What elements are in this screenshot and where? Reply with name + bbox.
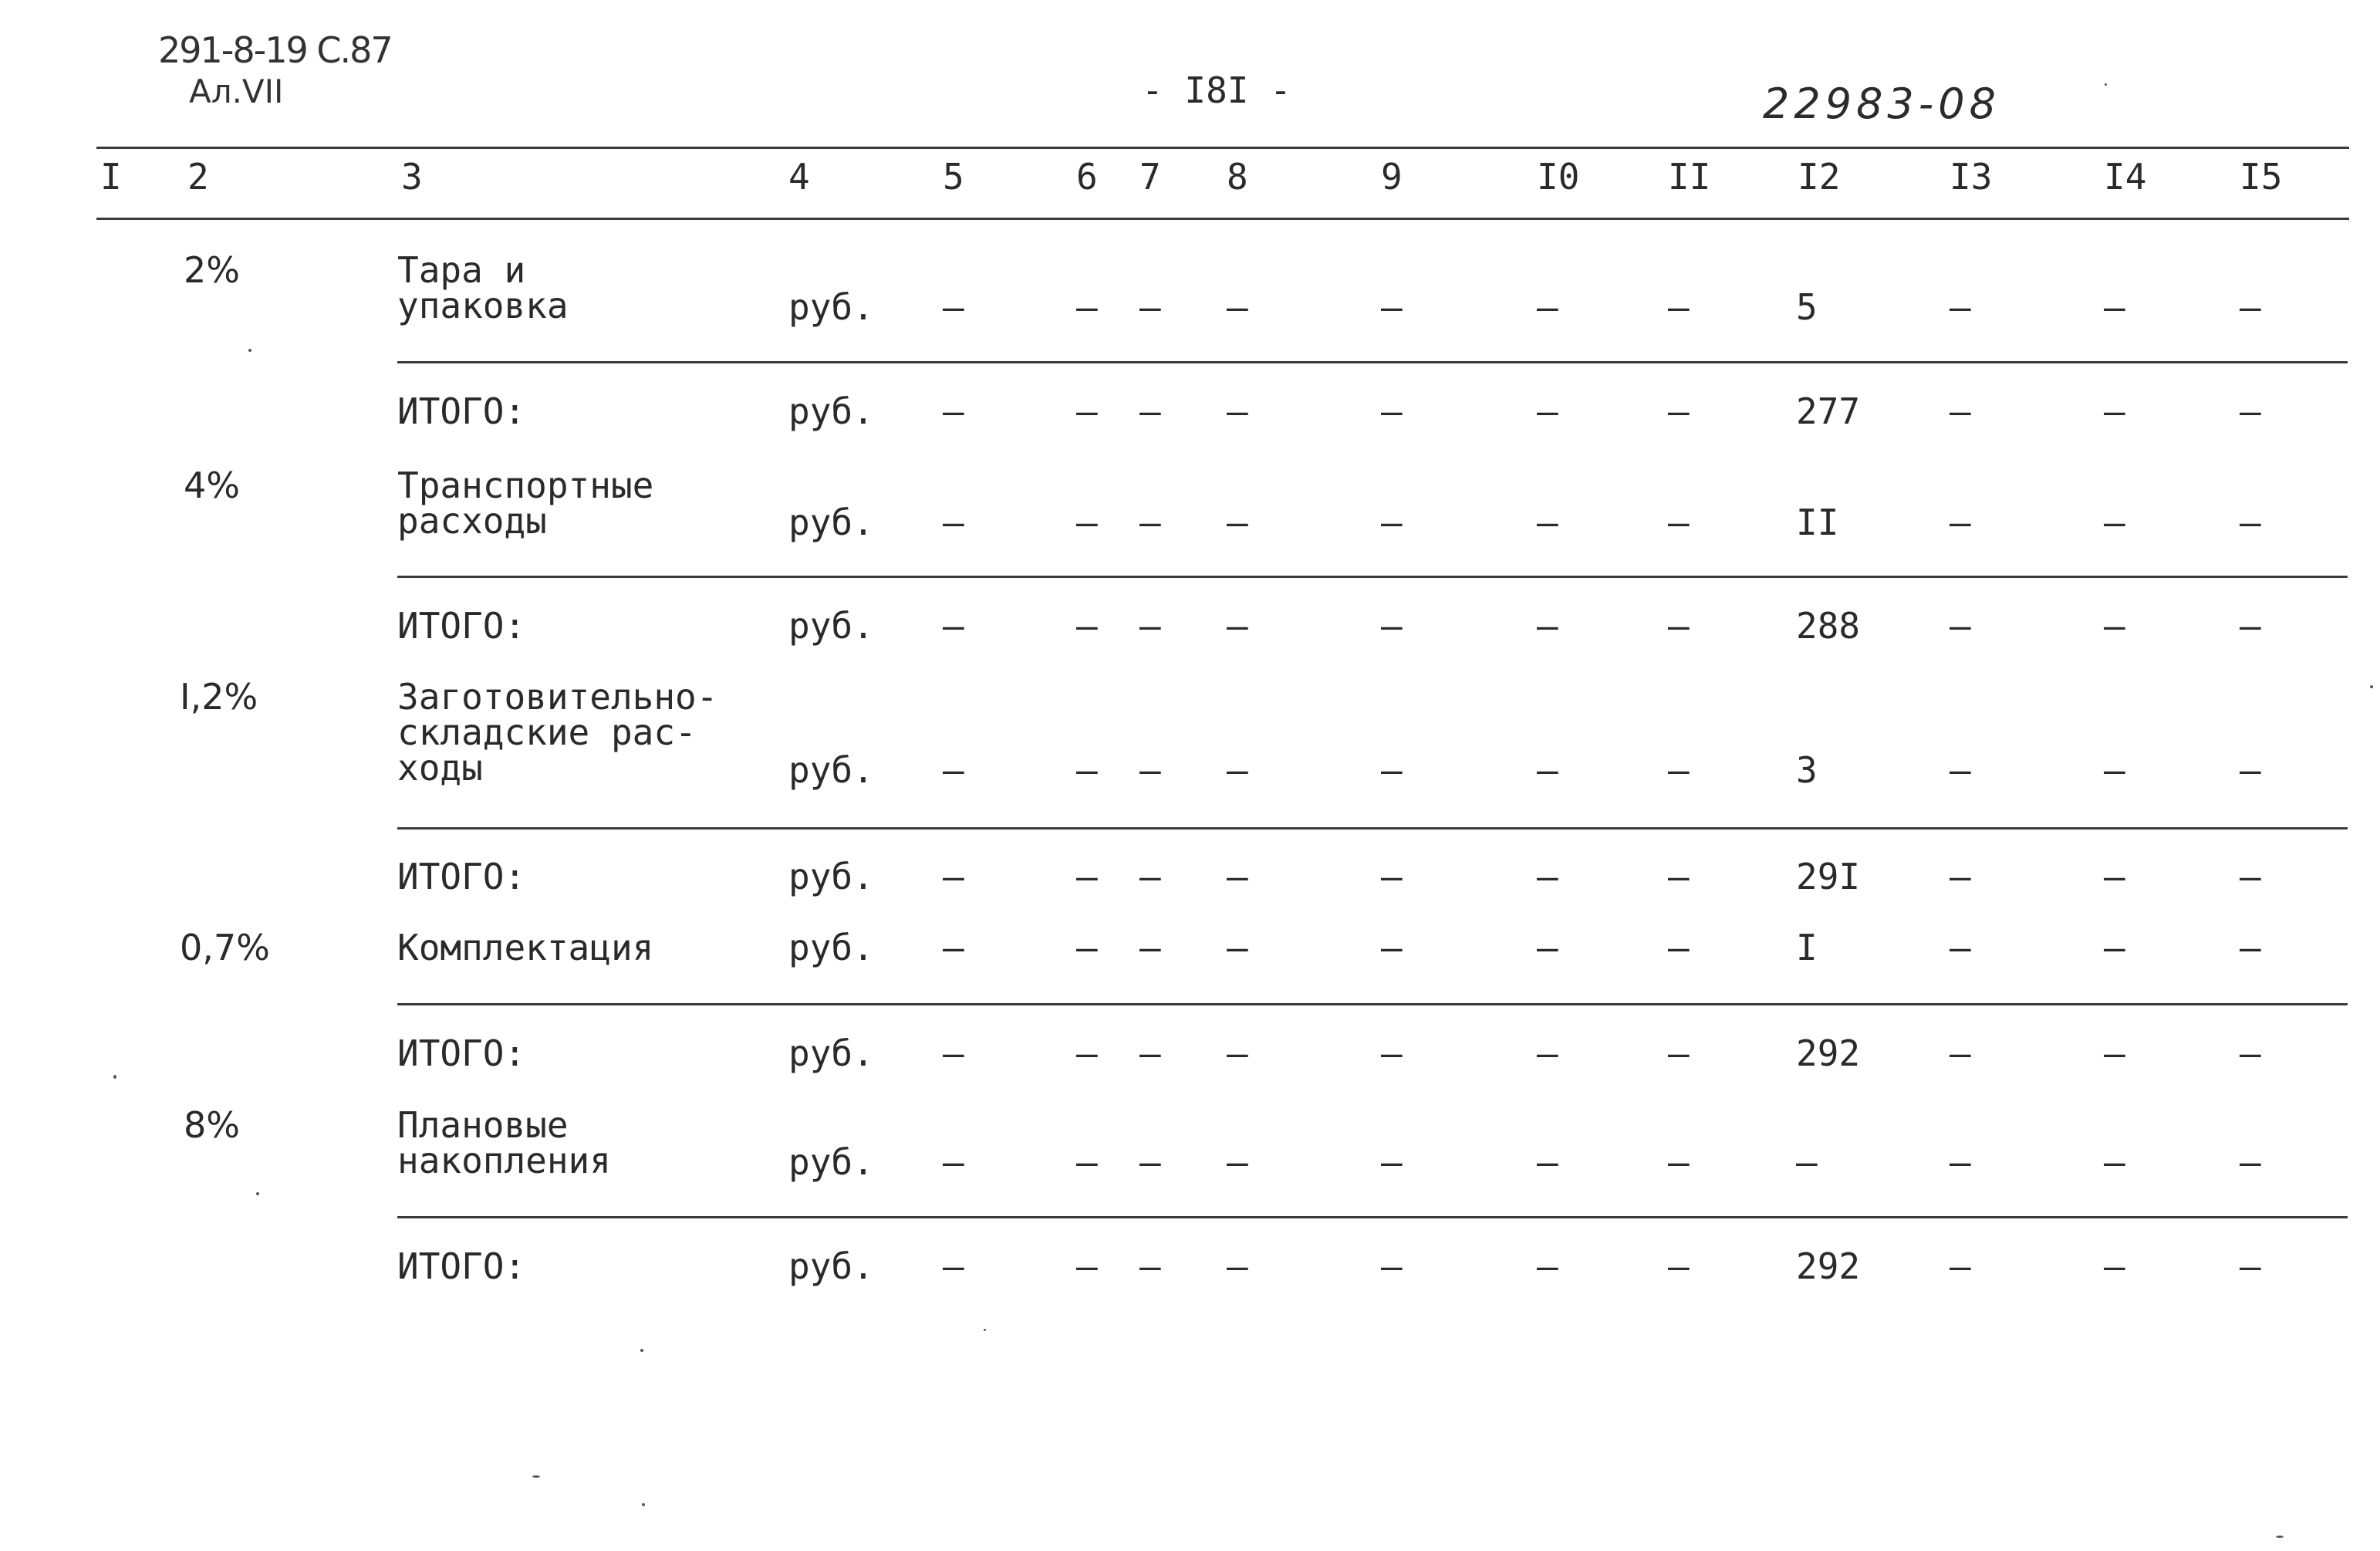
cell-col-8: –	[1227, 605, 1248, 647]
cell-col-11: –	[1668, 856, 1690, 897]
scan-speck	[642, 1503, 645, 1506]
cell-col-11: –	[1668, 390, 1690, 432]
cell-col-10: –	[1537, 927, 1558, 968]
cell-col-9: –	[1381, 286, 1403, 328]
cell-col-5: –	[943, 502, 964, 543]
cell-col-13: –	[1950, 927, 1971, 968]
cell-col-5: –	[943, 1245, 964, 1287]
cell-col-9: –	[1381, 1141, 1403, 1183]
cell-col-14: –	[2104, 1245, 2125, 1287]
cell-col-5: –	[943, 286, 964, 328]
cell-col-12: –	[1796, 1141, 1818, 1183]
cell-col-13: –	[1950, 1032, 1971, 1074]
row-label: ИТОГО:	[397, 390, 526, 432]
cell-col-6: –	[1076, 749, 1098, 791]
cell-col-9: –	[1381, 502, 1403, 543]
subtotal-rule	[397, 576, 2348, 578]
cell-col-8: –	[1227, 286, 1248, 328]
cell-col-8: –	[1227, 1141, 1248, 1183]
cell-col-13: –	[1950, 1141, 1971, 1183]
cell-col-8: –	[1227, 1245, 1248, 1287]
cell-col-14: –	[2104, 856, 2125, 897]
scan-speck	[248, 349, 252, 352]
row-percent: 8%	[184, 1104, 240, 1146]
cell-col-11: –	[1668, 1245, 1690, 1287]
cell-col-15: –	[2240, 502, 2261, 543]
cell-col-6: –	[1076, 1032, 1098, 1074]
subtotal-rule	[397, 361, 2348, 363]
cell-col-9: –	[1381, 605, 1403, 647]
column-header-9: 9	[1381, 156, 1403, 198]
scan-speck	[984, 1329, 986, 1331]
cell-col-13: –	[1950, 749, 1971, 791]
column-header-3: 3	[401, 156, 423, 198]
cell-col-12: 5	[1796, 286, 1818, 328]
cell-col-7: –	[1139, 1245, 1161, 1287]
cell-col-14: –	[2104, 502, 2125, 543]
scan-speck	[113, 1075, 116, 1079]
cell-col-12: II	[1796, 502, 1839, 543]
cell-col-13: –	[1950, 856, 1971, 897]
row-unit: руб.	[788, 927, 874, 968]
cell-col-9: –	[1381, 927, 1403, 968]
cell-col-9: –	[1381, 1245, 1403, 1287]
cell-col-5: –	[943, 390, 964, 432]
row-label: Тара и упаковка	[397, 249, 569, 326]
cell-col-10: –	[1537, 749, 1558, 791]
cell-col-7: –	[1139, 749, 1161, 791]
cell-col-10: –	[1537, 390, 1558, 432]
row-unit: руб.	[788, 1141, 874, 1183]
column-header-4: 4	[788, 156, 810, 198]
cell-col-8: –	[1227, 1032, 1248, 1074]
cell-col-11: –	[1668, 286, 1690, 328]
cell-col-12: 292	[1796, 1032, 1861, 1074]
cell-col-7: –	[1139, 1032, 1161, 1074]
cell-col-6: –	[1076, 1245, 1098, 1287]
cell-col-8: –	[1227, 856, 1248, 897]
cell-col-15: –	[2240, 1141, 2261, 1183]
cell-col-11: –	[1668, 927, 1690, 968]
cell-col-9: –	[1381, 749, 1403, 791]
cell-col-8: –	[1227, 927, 1248, 968]
column-header-7: 7	[1139, 156, 1161, 198]
row-percent: 0,7%	[180, 927, 270, 968]
cell-col-15: –	[2240, 856, 2261, 897]
column-header-11: II	[1668, 156, 1711, 198]
cell-col-15: –	[2240, 1032, 2261, 1074]
column-header-6: 6	[1076, 156, 1098, 198]
row-unit: руб.	[788, 502, 874, 543]
cell-col-6: –	[1076, 390, 1098, 432]
row-percent: 2%	[184, 249, 240, 291]
cell-col-15: –	[2240, 749, 2261, 791]
cell-col-14: –	[2104, 605, 2125, 647]
cell-col-6: –	[1076, 856, 1098, 897]
column-header-1: I	[100, 156, 122, 198]
cell-col-12: 29I	[1796, 856, 1861, 897]
cell-col-10: –	[1537, 1141, 1558, 1183]
subtotal-rule	[397, 1216, 2348, 1218]
page-number: - I8I -	[1142, 69, 1291, 111]
column-header-15: I5	[2240, 156, 2283, 198]
row-unit: руб.	[788, 286, 874, 328]
cell-col-9: –	[1381, 856, 1403, 897]
cell-col-9: –	[1381, 1032, 1403, 1074]
cell-col-13: –	[1950, 605, 1971, 647]
cell-col-11: –	[1668, 605, 1690, 647]
column-header-13: I3	[1950, 156, 1993, 198]
header-bottom-rule	[96, 218, 2349, 220]
column-header-14: I4	[2104, 156, 2147, 198]
row-unit: руб.	[788, 1245, 874, 1287]
row-label: ИТОГО:	[397, 605, 526, 647]
cell-col-15: –	[2240, 605, 2261, 647]
row-label: ИТОГО:	[397, 856, 526, 897]
cell-col-6: –	[1076, 605, 1098, 647]
cell-col-13: –	[1950, 502, 1971, 543]
cell-col-11: –	[1668, 749, 1690, 791]
cell-col-5: –	[943, 856, 964, 897]
cell-col-11: –	[1668, 1141, 1690, 1183]
cell-col-5: –	[943, 749, 964, 791]
cell-col-5: –	[943, 1032, 964, 1074]
cell-col-11: –	[1668, 502, 1690, 543]
serial-number: 22983-08	[1763, 79, 2000, 128]
scan-speck	[640, 1349, 643, 1352]
cell-col-7: –	[1139, 605, 1161, 647]
column-header-10: I0	[1537, 156, 1580, 198]
row-unit: руб.	[788, 605, 874, 647]
scan-speck	[2276, 1536, 2284, 1538]
subtotal-rule	[397, 827, 2348, 830]
cell-col-10: –	[1537, 502, 1558, 543]
cell-col-15: –	[2240, 286, 2261, 328]
cell-col-14: –	[2104, 1032, 2125, 1074]
cell-col-7: –	[1139, 1141, 1161, 1183]
cell-col-13: –	[1950, 286, 1971, 328]
scan-speck	[2105, 83, 2107, 86]
cell-col-7: –	[1139, 856, 1161, 897]
scan-speck	[2370, 685, 2373, 688]
cell-col-6: –	[1076, 1141, 1098, 1183]
cell-col-7: –	[1139, 927, 1161, 968]
cell-col-8: –	[1227, 502, 1248, 543]
cell-col-7: –	[1139, 390, 1161, 432]
cell-col-14: –	[2104, 390, 2125, 432]
column-header-5: 5	[943, 156, 964, 198]
cell-col-14: –	[2104, 749, 2125, 791]
row-percent: 4%	[184, 465, 240, 506]
cell-col-12: 277	[1796, 390, 1861, 432]
cell-col-11: –	[1668, 1032, 1690, 1074]
cell-col-8: –	[1227, 749, 1248, 791]
cell-col-10: –	[1537, 1245, 1558, 1287]
cell-col-7: –	[1139, 286, 1161, 328]
row-unit: руб.	[788, 856, 874, 897]
row-unit: руб.	[788, 390, 874, 432]
cell-col-6: –	[1076, 927, 1098, 968]
column-header-8: 8	[1227, 156, 1248, 198]
cell-col-14: –	[2104, 927, 2125, 968]
scan-speck	[256, 1192, 259, 1195]
row-label: ИТОГО:	[397, 1245, 526, 1287]
header-top-rule	[96, 147, 2349, 149]
row-unit: руб.	[788, 1032, 874, 1074]
cell-col-15: –	[2240, 390, 2261, 432]
cell-col-10: –	[1537, 286, 1558, 328]
row-label: Плановые накопления	[397, 1104, 611, 1181]
cell-col-12: I	[1796, 927, 1818, 968]
cell-col-14: –	[2104, 1141, 2125, 1183]
cell-col-5: –	[943, 1141, 964, 1183]
row-label: Комплектация	[397, 927, 654, 968]
cell-col-10: –	[1537, 605, 1558, 647]
row-percent: I,2%	[180, 676, 258, 718]
cell-col-8: –	[1227, 390, 1248, 432]
row-unit: руб.	[788, 749, 874, 791]
column-header-12: I2	[1798, 156, 1841, 198]
cell-col-15: –	[2240, 927, 2261, 968]
cell-col-9: –	[1381, 390, 1403, 432]
doc-code: 291-8-19 С.87	[158, 29, 392, 71]
cell-col-12: 288	[1796, 605, 1861, 647]
cell-col-6: –	[1076, 502, 1098, 543]
column-header-2: 2	[187, 156, 209, 198]
album-number: Ал.VII	[189, 73, 284, 110]
cell-col-7: –	[1139, 502, 1161, 543]
cell-col-12: 3	[1796, 749, 1818, 791]
cell-col-13: –	[1950, 1245, 1971, 1287]
scan-speck	[532, 1475, 540, 1478]
cell-col-10: –	[1537, 1032, 1558, 1074]
cell-col-5: –	[943, 605, 964, 647]
row-label: Заготовительно- складские рас- ходы	[397, 676, 718, 789]
row-label: ИТОГО:	[397, 1032, 526, 1074]
cell-col-5: –	[943, 927, 964, 968]
cell-col-10: –	[1537, 856, 1558, 897]
cell-col-12: 292	[1796, 1245, 1861, 1287]
cell-col-13: –	[1950, 390, 1971, 432]
cell-col-6: –	[1076, 286, 1098, 328]
cell-col-15: –	[2240, 1245, 2261, 1287]
row-label: Транспортные расходы	[397, 465, 654, 542]
subtotal-rule	[397, 1003, 2348, 1005]
cell-col-14: –	[2104, 286, 2125, 328]
